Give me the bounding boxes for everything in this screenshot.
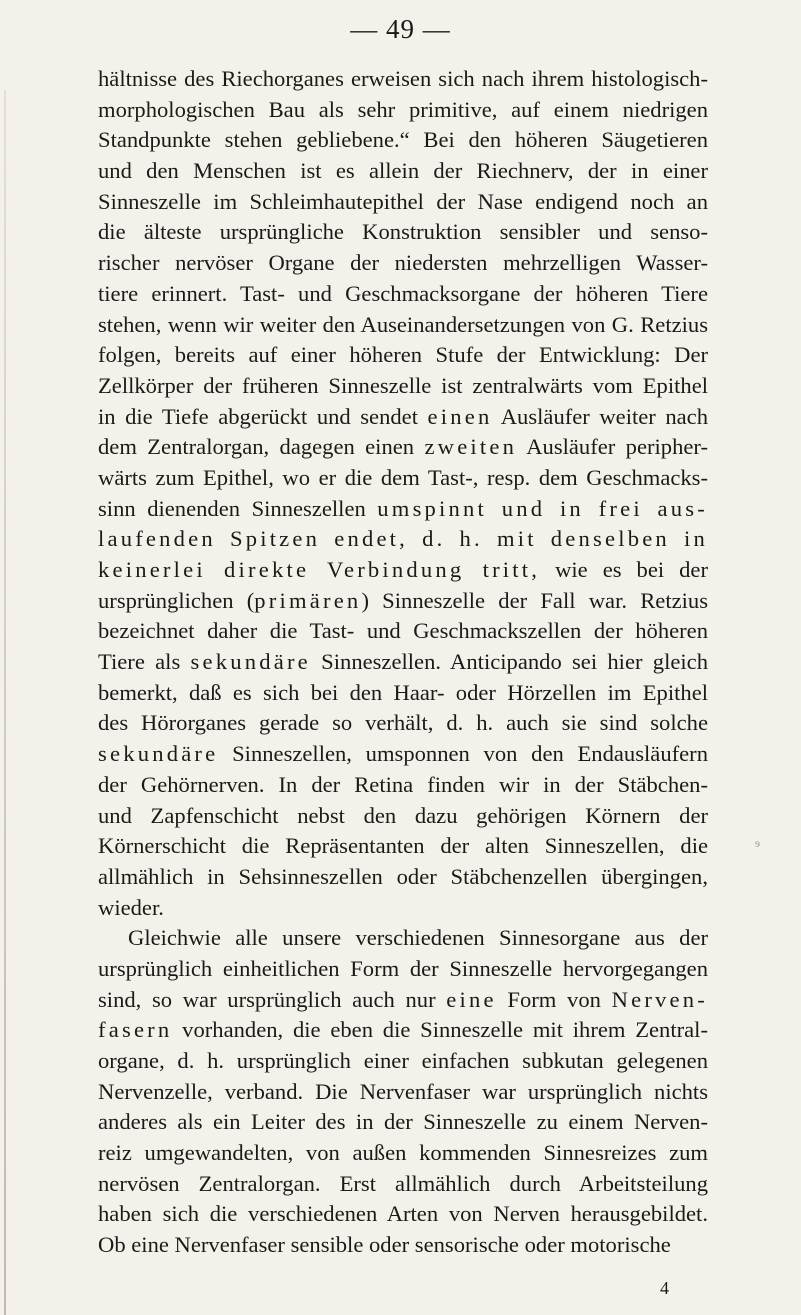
spaced-emphasis-text: primären xyxy=(254,587,362,613)
text-line xyxy=(98,555,708,586)
margin-mark: ⁹ xyxy=(755,840,760,855)
page-number-header: — 49 — xyxy=(350,14,451,44)
text-line xyxy=(98,494,708,525)
text-segment: Nervenzelle, verband. Die Nervenfaser war ursprünglich nichts xyxy=(98,1078,708,1104)
body-text xyxy=(98,64,708,1261)
text-line xyxy=(98,616,708,647)
text-segment: die älteste ursprüngliche Konstruktion sensibler und senso- xyxy=(98,219,708,245)
text-segment: bemerkt, daß es sich bei den Haar- oder Hörzellen im Epithel xyxy=(98,679,708,705)
text-line xyxy=(98,64,708,95)
text-segment: Sinneszelle im Schleimhautepithel der Nase endigend noch an xyxy=(98,188,708,214)
text-line xyxy=(98,1046,708,1077)
text-line xyxy=(98,340,708,371)
text-line xyxy=(98,371,708,402)
text-segment: hältnisse des Riechorganes erweisen sich nach ihrem histologisch- xyxy=(98,66,708,91)
text-segment: Standpunkte stehen gebliebene.“ Bei den höheren Säugetieren xyxy=(98,127,708,153)
text-segment: Ob eine Nervenfaser sensible oder sensorische oder motorische xyxy=(98,1232,671,1258)
text-line xyxy=(98,95,708,126)
text-line xyxy=(98,310,708,341)
text-line xyxy=(98,954,708,985)
text-segment: anderes als ein Leiter des in der Sinneszelle zu einem Nerven- xyxy=(98,1109,708,1135)
text-segment: rischer nervöser Organe der niedersten mehrzelligen Wasser- xyxy=(98,250,708,276)
text-line xyxy=(98,647,708,678)
text-line xyxy=(98,801,708,832)
text-line xyxy=(98,217,708,248)
text-segment: bezeichnet daher die Tast- und Geschmackszellen der höheren xyxy=(98,618,708,644)
text-segment: vorhanden, die eben die Sinneszelle mit ihrem Zentral- xyxy=(172,1017,708,1043)
text-segment: und Zapfenschicht nebst den dazu gehörigen Körnern der xyxy=(98,802,708,828)
text-line xyxy=(98,125,708,156)
text-segment: tiere erinnert. Tast- und Geschmacksorgane der höheren Tiere xyxy=(98,280,708,306)
text-segment: reiz umgewandelten, von außen kommenden Sinnesreizes zum xyxy=(98,1140,708,1166)
text-segment: dem Zentralorgan, dagegen einen xyxy=(98,434,425,460)
text-line xyxy=(98,524,708,555)
spaced-emphasis-text: sekundäre xyxy=(98,741,219,767)
text-line xyxy=(98,893,708,924)
text-segment: sinn dienenden Sinneszellen xyxy=(98,495,378,521)
spaced-emphasis-text: laufenden Spitzen endet, d. h. mit denselben in xyxy=(98,526,708,552)
text-line xyxy=(98,831,708,862)
spaced-emphasis-text: keinerlei direkte Verbindung tritt, xyxy=(98,557,541,582)
text-line xyxy=(98,279,708,310)
spaced-emphasis-text: einen xyxy=(427,403,493,429)
text-line xyxy=(98,248,708,279)
text-segment: ) Sinneszelle der Fall war. Retzius xyxy=(361,587,709,613)
text-segment: morphologischen Bau als sehr primitive, auf einem niedrigen xyxy=(98,96,708,122)
signature-mark: 4 xyxy=(660,1278,669,1298)
text-line xyxy=(98,1015,708,1046)
text-segment: Sinneszellen, umsponnen von den Endausläufern xyxy=(218,741,708,767)
text-line xyxy=(98,708,708,739)
spaced-emphasis-text: eine xyxy=(446,986,497,1012)
text-segment: Körnerschicht die Repräsentanten der alten Sinneszellen, die xyxy=(98,833,708,859)
text-line xyxy=(98,1199,708,1230)
spaced-emphasis-text: zweiten xyxy=(424,434,518,460)
text-segment: ursprünglichen ( xyxy=(98,587,255,613)
text-line xyxy=(98,770,708,801)
text-segment: Ausläufer weiter nach xyxy=(492,403,708,429)
text-line xyxy=(98,586,708,617)
text-segment: der Gehörnerven. In der Retina finden wir in der Stäbchen- xyxy=(98,771,708,797)
text-line xyxy=(98,432,708,463)
text-segment: Sinneszellen. Anticipando sei hier gleich xyxy=(310,649,708,675)
text-line xyxy=(98,1169,708,1200)
text-line xyxy=(98,985,708,1016)
text-segment: ursprünglich einheitlichen Form der Sinneszelle hervorgegangen xyxy=(98,955,708,981)
text-segment: Ausläufer peripher- xyxy=(517,434,709,460)
text-segment: wieder. xyxy=(98,894,164,920)
text-segment: Tiere als xyxy=(98,649,191,675)
text-line xyxy=(98,862,708,893)
text-segment: sind, so war ursprünglich auch nur xyxy=(98,986,447,1012)
text-segment: und den Menschen ist es allein der Riechnerv, der in einer xyxy=(98,158,708,184)
text-line xyxy=(98,187,708,218)
text-line xyxy=(98,463,708,494)
text-segment: wie es bei der xyxy=(540,557,708,582)
text-segment: folgen, bereits auf einer höheren Stufe der Entwicklung: Der xyxy=(98,342,708,368)
spaced-emphasis-text: umspinnt und in frei aus- xyxy=(377,495,708,521)
text-segment: nervösen Zentralorgan. Erst allmählich durch Arbeitsteilung xyxy=(98,1170,708,1196)
text-segment: stehen, wenn wir weiter den Auseinandersetzungen von G. Retzius xyxy=(98,311,708,337)
text-segment: Gleichwie alle unsere verschiedenen Sinnesorgane aus der xyxy=(128,925,708,951)
text-line xyxy=(98,1077,708,1108)
text-segment: des Hörorganes gerade so verhält, d. h. auch sie sind solche xyxy=(98,710,708,736)
text-segment: in die Tiefe abgerückt und sendet xyxy=(98,403,428,429)
text-line xyxy=(98,739,708,770)
text-segment: organe, d. h. ursprünglich einer einfachen subkutan gelegenen xyxy=(98,1048,708,1073)
text-line xyxy=(98,1107,708,1138)
spaced-emphasis-text: sekundäre xyxy=(190,649,311,675)
text-segment: Zellkörper der früheren Sinneszelle ist zentralwärts vom Epithel xyxy=(98,372,708,398)
text-line xyxy=(98,1230,708,1261)
text-line xyxy=(98,1138,708,1169)
text-line xyxy=(98,402,708,433)
text-segment: allmählich in Sehsinneszellen oder Stäbchenzellen übergingen, xyxy=(98,863,708,889)
page-binding-shadow xyxy=(4,90,6,1315)
text-line xyxy=(98,923,708,954)
text-segment: Form von xyxy=(496,986,612,1012)
text-line xyxy=(98,678,708,709)
text-line xyxy=(98,156,708,187)
text-segment: wärts zum Epithel, wo er die dem Tast-, resp. dem Geschmacks- xyxy=(98,464,708,490)
text-segment: haben sich die verschiedenen Arten von Nerven herausgebildet. xyxy=(98,1201,708,1227)
spaced-emphasis-text: Nerven- xyxy=(611,986,709,1012)
spaced-emphasis-text: fasern xyxy=(98,1017,173,1043)
